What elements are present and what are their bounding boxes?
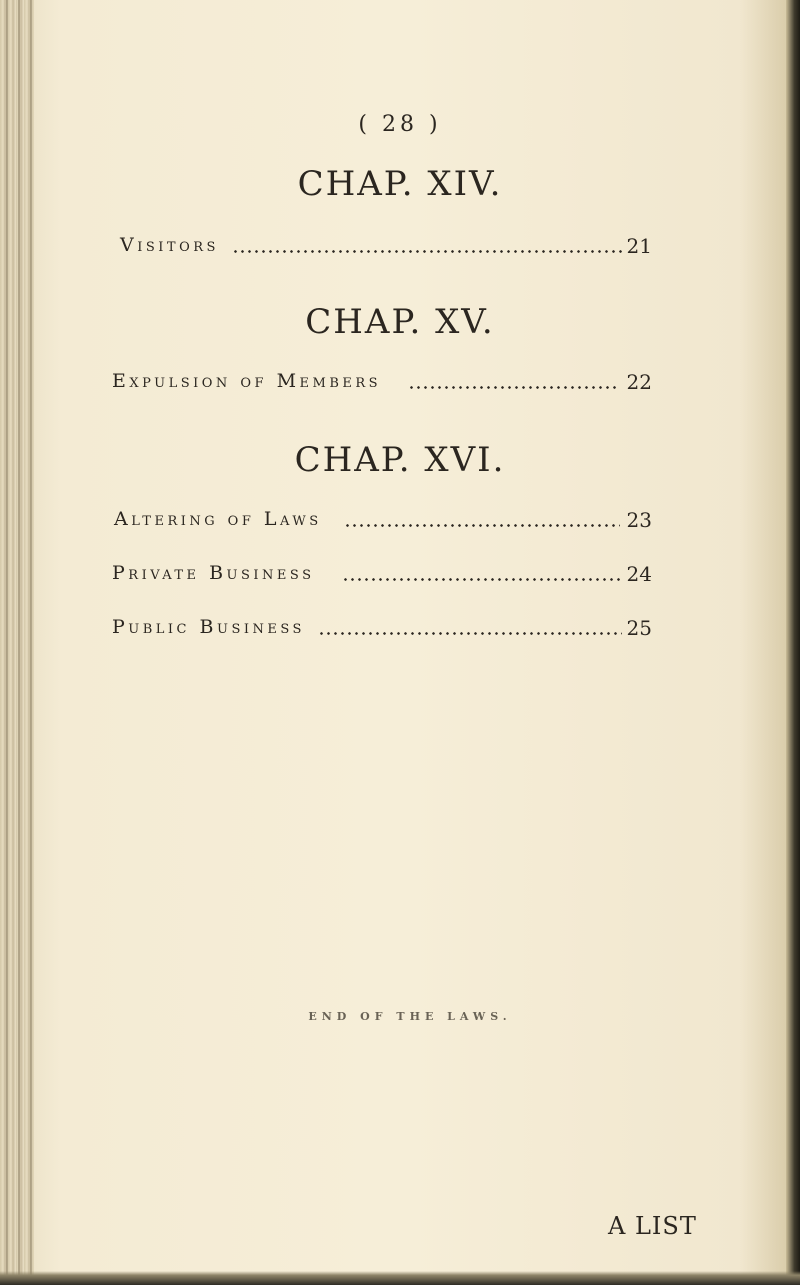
entry-page: 24 — [626, 562, 652, 586]
entry-page: 21 — [626, 234, 652, 258]
entry-title: Public Business — [112, 616, 305, 638]
entry-title: Private Business — [112, 562, 315, 584]
page-bottom-edge — [0, 1271, 800, 1285]
chapter-heading: CHAP. XVI. — [294, 440, 506, 480]
catchword: A LIST — [608, 1212, 697, 1240]
leader-dots — [232, 250, 622, 253]
end-note: END OF THE LAWS. — [308, 1010, 512, 1023]
toc-entry — [0, 370, 800, 402]
entry-page: 23 — [626, 508, 652, 532]
entry-title: Expulsion of Members — [112, 370, 382, 392]
toc-entry — [0, 616, 800, 648]
page-number: ( 28 ) — [358, 112, 442, 137]
toc-entry — [0, 234, 800, 266]
entry-page: 25 — [626, 616, 652, 640]
chapter-heading: CHAP. XV. — [305, 302, 495, 342]
entry-title: Altering of Laws — [114, 508, 322, 530]
entry-title: Visitors — [120, 234, 219, 256]
leader-dots — [342, 578, 622, 581]
leader-dots — [318, 632, 622, 635]
leader-dots — [408, 386, 620, 389]
chapter-heading: CHAP. XIV. — [297, 164, 503, 204]
toc-entry — [0, 508, 800, 540]
entry-page: 22 — [626, 370, 652, 394]
leader-dots — [344, 524, 620, 527]
toc-entry — [0, 562, 800, 594]
